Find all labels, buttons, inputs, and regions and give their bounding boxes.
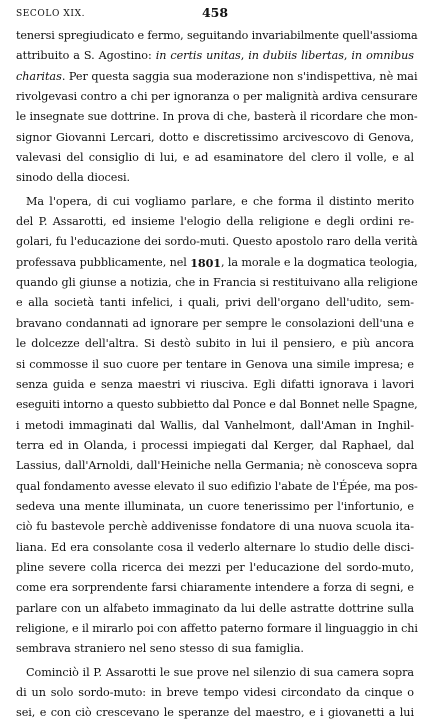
text-line	[16, 107, 418, 127]
text-segment: Ma l'opera, di cui vogliamo parlare, e che forma il distinto merito	[26, 194, 414, 208]
text-line	[16, 599, 414, 619]
paragraph-first-line	[16, 192, 414, 212]
text-segment: sedeva una mente illuminata, un cuore tenerissimo per l'infortunio, e	[16, 499, 414, 513]
text-line	[16, 273, 418, 293]
text-segment: , la morale e la dogmatica teologia,	[220, 255, 418, 269]
text-segment: Cominciò il P. Assarotti le sue prove nel silenzio di sua camera sopra	[26, 665, 414, 679]
text-line	[16, 456, 418, 476]
text-line	[16, 497, 414, 517]
text-segment: sei, e con ciò crescevano le speranze del maestro, e i giovanetti a lui	[16, 706, 414, 720]
text-segment: qual fondamento avesse elevato il suo edifizio l'abate de l'Épée, ma pos-	[16, 479, 418, 493]
italic-text: in certis unitas	[155, 49, 241, 63]
text-segment: eseguiti intorno a questo subbietto dal Ponce e dal Bonnet nelle Spagne,	[16, 398, 418, 412]
bold-text: 1801	[190, 255, 221, 270]
text-line	[16, 46, 414, 66]
text-segment: liana. Ed era consolante cosa il vederlo alternare lo studio delle disci-	[16, 540, 414, 554]
text-segment: quando gli giunse a notizia, che in Francia si restituivano alla religione	[16, 276, 418, 290]
text-segment: Lassius, dall'Arnoldi, dall'Heiniche nella Germania; nè conosceva sopra	[16, 459, 418, 473]
text-segment: bravano condannati ad ignorare per sempre le consolazioni dell'una e	[16, 316, 414, 330]
text-segment: religione, e il mirarlo poi con affetto paterno formare il linguaggio in chi	[16, 621, 418, 635]
text-line	[16, 128, 414, 148]
text-segment: sinodo della diocesi.	[16, 171, 131, 185]
text-line	[16, 26, 418, 46]
text-segment: attribuito a S. Agostino:	[16, 49, 156, 63]
text-line	[16, 334, 414, 354]
text-segment: ,	[343, 49, 352, 63]
text-segment: sembrava straniero nel seno stesso di sua famiglia.	[16, 642, 304, 656]
text-line	[16, 253, 418, 273]
text-segment: terra ed in Olanda, i processi impiegati dal Kerger, dal Raphael, dal	[16, 438, 414, 452]
text-segment: pline severe colla ricerca dei mezzi per l'educazione del sordo-muto,	[16, 560, 414, 574]
text-line	[16, 578, 414, 598]
text-segment: valevasi del consiglio di lui, e ad esaminatore del clero il volle, e al	[16, 151, 414, 165]
text-segment: rivolgevasi contro a chi per ignoranza o per malignità ardiva censurare	[16, 90, 418, 104]
text-segment: ciò fu bastevole perchè addivenisse fondatore di una nuova scuola ita-	[16, 520, 414, 534]
text-line	[16, 416, 414, 436]
text-line	[16, 168, 414, 188]
text-line	[16, 212, 414, 232]
text-line	[16, 558, 414, 578]
text-line	[16, 314, 414, 334]
text-line	[16, 639, 414, 659]
text-segment: professava pubblicamente, nel	[16, 255, 191, 269]
text-segment: i metodi immaginati dal Wallis, dal Vanhelmont, dall'Aman in Inghil-	[16, 418, 414, 432]
text-line	[16, 436, 414, 456]
text-line	[16, 477, 418, 497]
italic-text: in dubiis libertas	[248, 49, 344, 63]
text-segment: come era sorprendente farsi chiaramente intendere a forza di segni, e	[16, 581, 414, 595]
text-line	[16, 619, 418, 639]
text-segment: senza guida e senza maestri vi riusciva. Egli difatti ignorava i lavori	[16, 377, 414, 391]
text-segment: le insegnate sue dottrine. In prova di che, basterà il ricordare che mon-	[16, 110, 418, 124]
italic-text: charitas	[16, 69, 62, 83]
running-head: SECOLO XIX.	[16, 9, 86, 19]
text-line	[16, 703, 414, 723]
text-line	[16, 87, 418, 107]
page-header	[16, 6, 414, 26]
text-segment: del P. Assarotti, ed insieme l'elogio della religione e degli ordini re-	[16, 215, 414, 229]
text-line	[16, 232, 418, 252]
text-line	[16, 293, 414, 313]
page-number: 458	[201, 5, 229, 20]
paragraph-first-line	[16, 663, 414, 683]
text-segment: parlare con un alfabeto immaginato da lui delle astratte dottrine sulla	[16, 601, 414, 615]
text-line	[16, 683, 414, 703]
text-line	[16, 148, 414, 168]
text-segment: e alla società tanti infelici, i quali, privi dell'organo dell'udito, sem-	[16, 296, 414, 310]
text-segment: golari, fu l'educazione dei sordo-muti. Questo apostolo raro della verità	[16, 235, 418, 249]
text-segment: . Per questa saggia sua moderazione non s'indispettiva, nè mai	[61, 69, 418, 83]
text-line	[16, 538, 414, 558]
body-text	[16, 26, 418, 724]
italic-text: in omnibus	[351, 49, 414, 63]
text-line	[16, 67, 418, 87]
text-segment: le dolcezze dell'altra. Si destò subito in lui il pensiero, e più ancora	[16, 337, 414, 351]
text-line	[16, 395, 418, 415]
text-segment: tenersi spregiudicato e fermo, seguitando invariabilmente quell'assioma	[16, 29, 418, 42]
text-line	[16, 517, 414, 537]
text-segment: signor Giovanni Lercari, dotto e discretissimo arcivescovo di Genova,	[16, 130, 414, 144]
text-segment: ,	[240, 49, 249, 63]
text-segment: si commosse il suo cuore per tentare in Genova una simile impresa; e	[16, 357, 414, 371]
text-line	[16, 355, 414, 375]
text-line	[16, 375, 414, 395]
text-segment: di un solo sordo-muto: in breve tempo videsi circondato da cinque o	[16, 686, 414, 699]
